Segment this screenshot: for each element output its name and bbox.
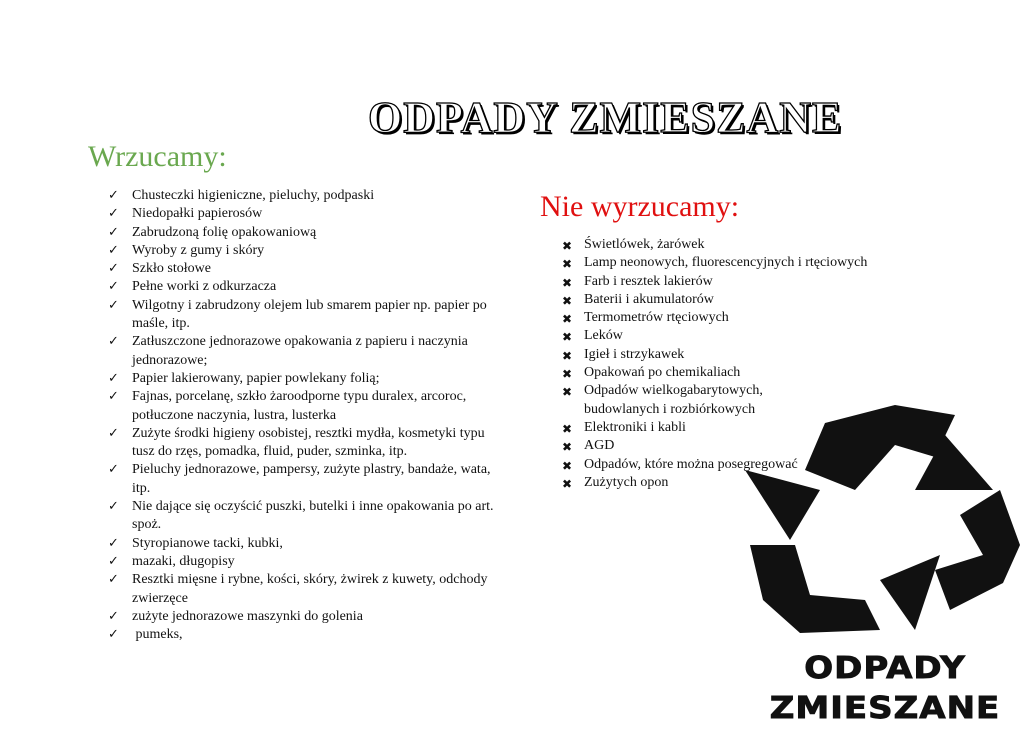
cross-icon: ✖ xyxy=(562,275,573,290)
forbidden-heading: Nie wyrzucamy: xyxy=(540,190,740,223)
allowed-item xyxy=(108,205,508,223)
cross-icon: ✖ xyxy=(562,458,573,473)
check-icon: ✓ xyxy=(108,535,119,551)
forbidden-item-text: Odpadów wielkogabarytowych, xyxy=(584,383,763,399)
allowed-item xyxy=(108,297,508,334)
allowed-item xyxy=(108,242,508,260)
allowed-item-text: Wilgotny i zabrudzony olejem lub smarem papier np. papier po maśle, itp. xyxy=(132,297,491,332)
recycle-icon xyxy=(745,395,1020,645)
cross-icon: ✖ xyxy=(562,293,573,308)
forbidden-item-text: Leków xyxy=(584,328,623,344)
check-icon: ✓ xyxy=(108,572,119,588)
check-icon: ✓ xyxy=(108,297,119,313)
forbidden-item xyxy=(562,309,922,327)
allowed-item-text: Papier lakierowany, papier powlekany folią; xyxy=(132,370,380,386)
check-icon: ✓ xyxy=(108,188,119,203)
allowed-item xyxy=(108,425,508,462)
allowed-item xyxy=(108,224,508,242)
logo-text-line2: ZMIESZANE xyxy=(769,690,1001,726)
allowed-item xyxy=(108,535,508,553)
cross-icon: ✖ xyxy=(562,440,573,455)
allowed-item-text: Niedopałki papierosów xyxy=(132,206,263,222)
cross-icon: ✖ xyxy=(562,348,573,363)
allowed-item-text: Nie dające się oczyścić puszki, butelki i inne opakowania po art. spoż. xyxy=(132,499,498,533)
check-icon: ✓ xyxy=(108,462,119,478)
allowed-item-text: Styropianowe tacki, kubki, xyxy=(132,535,283,551)
allowed-item xyxy=(108,370,508,388)
allowed-item xyxy=(108,571,508,608)
cross-icon: ✖ xyxy=(562,476,573,491)
allowed-item xyxy=(108,553,508,571)
allowed-item xyxy=(108,461,508,498)
forbidden-item xyxy=(562,273,922,291)
forbidden-item xyxy=(562,291,922,309)
check-icon: ✓ xyxy=(108,242,119,258)
allowed-item-text: Chusteczki higieniczne, pieluchy, podpaski xyxy=(132,188,375,203)
forbidden-item xyxy=(562,327,922,345)
cross-icon: ✖ xyxy=(562,257,573,272)
cross-icon: ✖ xyxy=(562,239,573,253)
allowed-item xyxy=(108,388,508,425)
check-icon: ✓ xyxy=(108,279,119,295)
forbidden-item-text: budowlanych i rozbiórkowych xyxy=(584,401,756,417)
allowed-item-text: Zatłuszczone jednorazowe opakowania z papieru i naczynia jednorazowe; xyxy=(132,334,472,368)
allowed-item-text: Szkło stołowe xyxy=(132,261,211,277)
allowed-item xyxy=(108,608,508,626)
forbidden-item xyxy=(562,346,922,364)
forbidden-item-text: Lamp neonowych, fluorescencyjnych i rtęciowych xyxy=(584,255,868,271)
cross-icon: ✖ xyxy=(562,312,573,327)
check-icon: ✓ xyxy=(108,261,119,277)
forbidden-item-text: Farb i resztek lakierów xyxy=(584,273,713,289)
cross-icon: ✖ xyxy=(562,385,573,400)
check-icon: ✓ xyxy=(108,553,119,569)
forbidden-item-text: AGD xyxy=(584,438,615,454)
forbidden-item xyxy=(562,364,922,382)
logo-text-line1: ODPADY xyxy=(804,650,966,686)
cross-icon: ✖ xyxy=(562,330,573,345)
allowed-item-text: zużyte jednorazowe maszynki do golenia xyxy=(132,608,363,624)
forbidden-item xyxy=(562,236,922,254)
forbidden-item-text: Świetlówek, żarówek xyxy=(584,237,705,252)
allowed-item-text: Wyroby z gumy i skóry xyxy=(132,242,265,258)
allowed-item-text: Pełne worki z odkurzacza xyxy=(132,279,277,295)
allowed-item xyxy=(108,333,508,370)
forbidden-item-text: Opakowań po chemikaliach xyxy=(584,365,741,381)
allowed-item xyxy=(108,626,508,644)
allowed-list xyxy=(108,187,508,644)
cross-icon: ✖ xyxy=(562,367,573,382)
allowed-item-text: Pieluchy jednorazowe, pampersy, zużyte plastry, bandaże, wata, itp. xyxy=(132,462,495,496)
allowed-item-text: Zużyte środki higieny osobistej, resztki mydła, kosmetyki typu tusz do rzęs, pomadka, fluid, puder, szminka, itp. xyxy=(132,425,489,460)
check-icon: ✓ xyxy=(108,608,119,624)
check-icon: ✓ xyxy=(108,389,119,405)
check-icon: ✓ xyxy=(108,224,119,240)
forbidden-item-text: Elektroniki i kabli xyxy=(584,419,686,435)
allowed-item-text: pumeks, xyxy=(132,627,183,643)
cross-icon: ✖ xyxy=(562,421,573,436)
check-icon: ✓ xyxy=(108,425,119,441)
check-icon: ✓ xyxy=(108,370,119,386)
allowed-heading: Wrzucamy: xyxy=(88,140,227,173)
allowed-item xyxy=(108,498,508,535)
forbidden-item-text: Baterii i akumulatorów xyxy=(584,291,714,307)
check-icon: ✓ xyxy=(108,206,119,222)
check-icon: ✓ xyxy=(108,499,119,515)
forbidden-item xyxy=(562,254,922,272)
check-icon: ✓ xyxy=(108,334,119,350)
allowed-item-text: Resztki mięsne i rybne, kości, skóry, żwirek z kuwety, odchody zwierzęce xyxy=(132,572,491,606)
forbidden-item-text: Igieł i strzykawek xyxy=(584,346,685,362)
allowed-item-text: Fajnas, porcelanę, szkło żaroodporne typu duralex, arcoroc, potłuczone naczynia, lustra, lusterka xyxy=(132,389,470,423)
allowed-item-text: mazaki, długopisy xyxy=(132,553,235,569)
allowed-item xyxy=(108,187,508,205)
allowed-item xyxy=(108,278,508,296)
allowed-item-text: Zabrudzoną folię opakowaniową xyxy=(132,224,317,240)
allowed-item xyxy=(108,260,508,278)
forbidden-item-text: Odpadów, które można posegregować xyxy=(584,456,798,472)
forbidden-item-text: Zużytych opon xyxy=(584,474,669,490)
forbidden-item-text: Termometrów rtęciowych xyxy=(584,310,729,326)
check-icon: ✓ xyxy=(108,627,119,643)
page-title: ODPADY ZMIESZANE xyxy=(368,93,843,142)
